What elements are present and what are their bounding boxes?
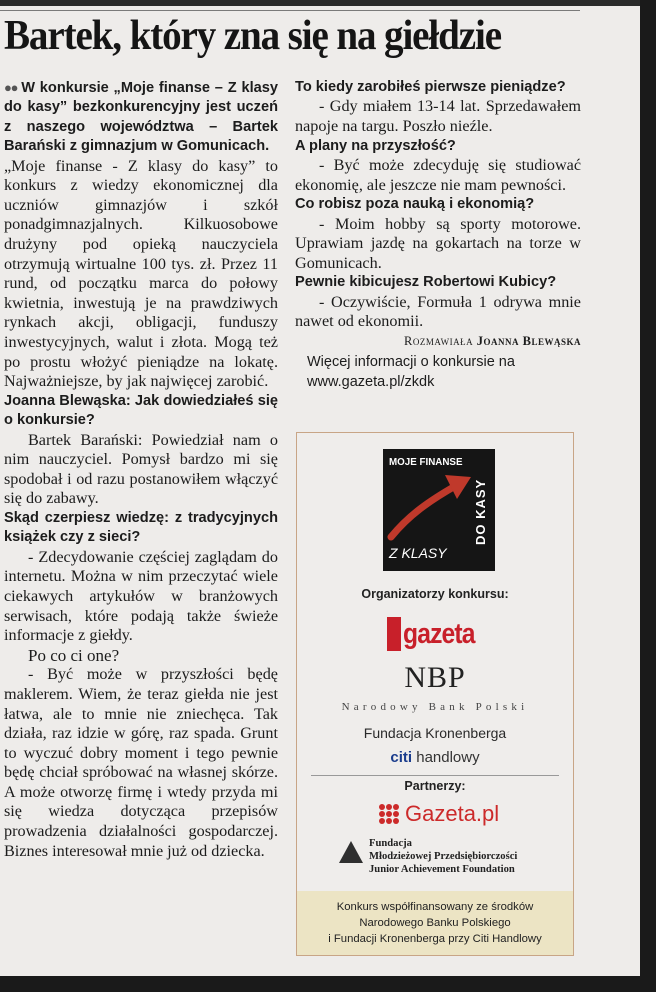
ja-line-1: Fundacja	[369, 838, 412, 849]
headline: Bartek, który zna się na giełdzie	[4, 13, 501, 59]
partners-label: Partnerzy:	[404, 779, 466, 793]
ja-text	[369, 837, 517, 876]
funding-line-3: i Fundacji Kronenberga przy Citi Handlowy	[328, 933, 542, 945]
byline-prefix: Rozmawiała	[404, 333, 474, 348]
more-info: Więcej informacji o konkursie na www.gazeta.pl/zkdk	[307, 353, 515, 390]
funding-line-1: Konkurs współfinansowany ze środków	[336, 901, 534, 913]
top-bar	[0, 0, 640, 6]
dots-icon	[379, 804, 399, 824]
citi-brand: citi	[390, 749, 413, 766]
lead-text: W konkursie „Moje finanse – Z klasy do kasy” bezkonkurencyjny jest uczeń z naszego województwa – Bartek Barański z gimnazjum w Gomunicach.	[4, 80, 278, 155]
fundacja-kronenberga: Fundacja Kronenberga	[363, 725, 507, 741]
answer-6: - Moim hobby są sporty motorowe. Uprawiam jazdę na gokartach na torze w Gomunicach.	[295, 214, 581, 272]
column-left	[4, 78, 278, 861]
question-4: To kiedy zarobiłeś pierwsze pieniądze?	[295, 79, 566, 95]
question-3: Po co ci one?	[28, 645, 120, 665]
answer-5: - Być może zdecyduję się studiować ekonomię, ale jeszcze nie mam pewności.	[295, 156, 581, 194]
answer-7: - Oczywiście, Formuła 1 odrywa mnie nawet od ekonomii.	[295, 292, 581, 331]
byline-name: Joanna Blewąska	[476, 333, 581, 348]
gazeta-mark	[387, 617, 401, 651]
ja-line-2: Młodzieżowej Przedsiębiorczości	[369, 851, 518, 862]
question-5: A plany na przyszłość?	[295, 137, 456, 154]
logo-side-text: DO KASY	[473, 478, 488, 546]
gazeta-logo	[387, 611, 487, 651]
citi-rest: handlowy	[416, 749, 480, 766]
answer-3: - Być może w przyszłości będę maklerem. Wiem, że teraz giełda nie jest łatwa, ale to mnie nie zniechęca. Tak działa, raz idzie w górę, raz spada. Grunt to wyczuć dobry moment i tego pewnie będę chciał spróbować na własnej skórze. A może otworzę firmę i wtedy przyda mi się wiedza dotycząca przepisów prowadzenia działalności gospodarczej. Biznes interesował mnie już od dziecka.	[4, 665, 278, 860]
ja-line-3: Junior Achievement Foundation	[369, 864, 515, 875]
column-right	[295, 78, 581, 392]
nbp-subtitle: Narodowy Bank Polski	[341, 701, 529, 713]
citi-handlowy-logo	[297, 749, 573, 766]
contest-logo	[383, 449, 495, 571]
top-rule	[0, 10, 580, 11]
divider	[311, 775, 559, 776]
lead-paragraph	[4, 78, 278, 157]
byline	[295, 332, 581, 352]
question-2: Skąd czerpiesz wiedzę: z tradycyjnych książek czy z sieci?	[4, 509, 278, 546]
sponsor-box	[296, 432, 574, 956]
gazeta-word: gazeta	[403, 618, 475, 650]
triangle-icon	[339, 841, 363, 863]
arrow-icon	[387, 471, 473, 543]
double-dot-icon: ●●	[4, 80, 18, 95]
gazeta-pl-word: Gazeta.pl	[405, 801, 500, 826]
funding-line-2: Narodowego Banku Polskiego	[359, 917, 511, 929]
question-1: Joanna Blewąska: Jak dowiedziałeś się o konkursie?	[4, 392, 278, 429]
junior-achievement-logo	[339, 837, 517, 876]
organizers-label: Organizatorzy konkursu:	[361, 587, 509, 601]
nbp-logo: NBP	[404, 661, 466, 694]
answer-4: - Gdy miałem 13-14 lat. Sprzedawałem napoje na targu. Poszło nieźle.	[295, 97, 581, 135]
funding-note	[297, 891, 573, 955]
question-6: Co robisz poza nauką i ekonomią?	[295, 196, 535, 213]
body-paragraph: „Moje finanse - Z klasy do kasy” to konkurs z wiedzy ekonomicznej dla uczniów gimnazjów i szkół ponadgimnazjalnych. Kilkuosobowe drużyny pod opieką nauczyciela otrzymują wirtualne 100 tys. zł. Przez 11 rund, od początku marca do połowy kwietnia, inwestują je na prawdziwych rynkach akcji, obligacji, funduszy inwestycyjnych, walut i złota. Mogą też po prostu włożyć pieniądze na lokatę. Najważniejsze, by jak najwięcej zarobić.	[4, 156, 278, 391]
answer-2: - Zdecydowanie częściej zaglądam do internetu. Można w nim przeczytać wiele ciekawych artykułów w branżowych serwisach, które podają także świeże informacje z giełdy.	[4, 547, 278, 645]
answer-1: Bartek Barański: Powiedział nam o nim nauczyciel. Pomysł bardzo mi się spodobał i od razu postanowiłem włączyć się do zabawy.	[4, 430, 278, 508]
logo-top-text: MOJE FINANSE	[389, 457, 463, 468]
logo-bottom-text: Z KLASY	[389, 545, 447, 561]
scan-edge-right	[640, 0, 656, 992]
question-7: Pewnie kibicujesz Robertowi Kubicy?	[295, 274, 557, 291]
scan-edge-bottom	[0, 976, 656, 992]
gazeta-pl-logo	[379, 801, 499, 827]
